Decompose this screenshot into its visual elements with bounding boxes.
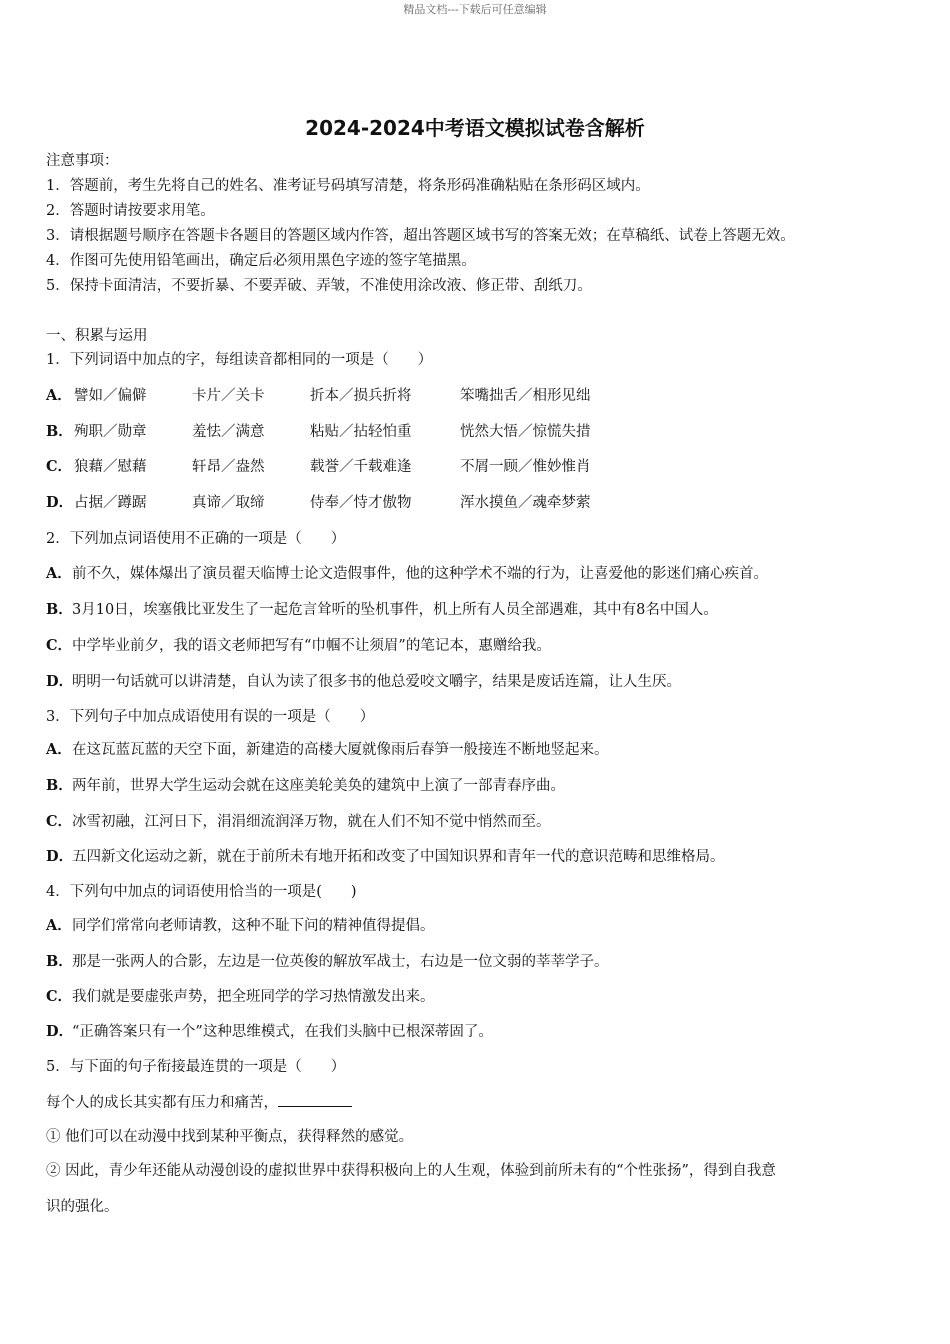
option-label: A．	[46, 917, 72, 934]
option-row	[46, 1022, 493, 1042]
option-row	[46, 564, 768, 584]
document-title: 2024-2024中考语文模拟试卷含解析	[305, 116, 645, 140]
option-row	[46, 952, 609, 972]
option-label: D．	[46, 673, 74, 690]
option-text: 前不久，媒体爆出了演员翟天临博士论文造假事件，他的这种学术不端的行为，让喜爱他的影迷们痛心疾首。	[72, 566, 768, 582]
word-pair: 占据／蹲踞	[74, 495, 147, 511]
option-row	[46, 600, 718, 620]
option-row	[46, 672, 681, 692]
word-pair: 笨嘴拙舌／相形见绌	[460, 388, 591, 404]
option-label: D．	[46, 1023, 74, 1040]
word-pair: 粘贴／拈轻怕重	[310, 424, 412, 440]
notice-heading: 注意事项：	[46, 153, 119, 169]
question-stem: 5．与下面的句子衔接最连贯的一项是（ ）	[46, 1059, 346, 1075]
word-pair: 折本／损兵折将	[310, 388, 412, 404]
option-row	[46, 493, 72, 513]
option-row	[46, 386, 72, 406]
word-pair: 恍然大悟／惊慌失措	[460, 424, 591, 440]
lead-text: 每个人的成长其实都有压力和痛苦，	[46, 1095, 278, 1111]
option-label: A．	[46, 741, 72, 758]
option-row	[46, 422, 72, 442]
word-pair: 狼藉／慰藉	[74, 459, 147, 475]
option-label: C．	[46, 988, 73, 1005]
lead-sentence	[46, 1092, 352, 1113]
option-row	[46, 636, 551, 656]
word-pair: 侍奉／恃才傲物	[310, 495, 412, 511]
option-text: 两年前，世界大学生运动会就在这座美轮美奂的建筑中上演了一部青春序曲。	[72, 778, 565, 794]
answer-blank	[278, 1092, 352, 1107]
option-row	[46, 916, 435, 936]
option-text: 冰雪初融，江河日下，涓涓细流润泽万物，就在人们不知不觉中悄然而至。	[72, 814, 551, 830]
option-text: “正确答案只有一个”这种思维模式，在我们头脑中已根深蒂固了。	[72, 1024, 493, 1040]
notice-item: 3．请根据题号顺序在答题卡各题目的答题区域内作答，超出答题区域书写的答案无效；在草稿纸、试卷上答题无效。	[46, 228, 795, 244]
option-label: B．	[46, 423, 73, 440]
option-label: D．	[46, 494, 74, 511]
question-stem: 1．下列词语中加点的字，每组读音都相同的一项是（ ）	[46, 352, 433, 368]
option-text: 五四新文化运动之新，就在于前所未有地开拓和改变了中国知识界和青年一代的意识范畴和思维格局。	[72, 849, 725, 865]
option-label: C．	[46, 458, 73, 475]
option-label: D．	[46, 848, 74, 865]
section-heading: 一、积累与运用	[46, 328, 148, 344]
word-pair: 卡片／关卡	[192, 388, 265, 404]
word-pair: 浑水摸鱼／魂牵梦萦	[460, 495, 591, 511]
option-text: 在这瓦蓝瓦蓝的天空下面，新建造的高楼大厦就像雨后春笋一般接连不断地竖起来。	[72, 742, 609, 758]
option-row	[46, 457, 72, 477]
notice-item: 1．答题前，考生先将自己的姓名、准考证号码填写清楚，将条形码准确粘贴在条形码区域内。	[46, 178, 650, 194]
option-text: 明明一句话就可以讲清楚，自认为读了很多书的他总爱咬文嚼字，结果是废话连篇，让人生厌。	[72, 674, 681, 690]
option-text: 我们就是要虚张声势，把全班同学的学习热情激发出来。	[72, 989, 435, 1005]
word-pair: 殉职／勋章	[74, 424, 147, 440]
word-pair: 不屑一顾／惟妙惟肖	[460, 459, 591, 475]
option-text: 同学们常常向老师请教，这种不耻下问的精神值得提倡。	[72, 918, 435, 934]
notice-item: 2．答题时请按要求用笔。	[46, 203, 215, 219]
option-item: ① 他们可以在动漫中找到某种平衡点，获得释然的感觉。	[46, 1129, 414, 1145]
option-row	[46, 847, 725, 867]
question-stem: 3．下列句子中加点成语使用有误的一项是（ ）	[46, 709, 375, 725]
notice-item: 4．作图可先使用铅笔画出，确定后必须用黑色字迹的签字笔描黑。	[46, 253, 476, 269]
option-row	[46, 776, 565, 796]
option-label: A．	[46, 387, 72, 404]
word-pair: 轩昂／盎然	[192, 459, 265, 475]
word-pair: 载誉／千载难逢	[310, 459, 412, 475]
option-label: A．	[46, 565, 72, 582]
word-pair: 譬如／偏僻	[74, 388, 147, 404]
word-pair: 真谛／取缔	[192, 495, 265, 511]
option-label: B．	[46, 601, 73, 618]
question-stem: 4．下列句中加点的词语使用恰当的一项是( )	[46, 884, 357, 900]
notice-item: 5．保持卡面清洁，不要折暴、不要弄破、弄皱，不准使用涂改液、修正带、刮纸刀。	[46, 278, 592, 294]
option-row	[46, 740, 609, 760]
option-text: 中学毕业前夕，我的语文老师把写有“巾帼不让须眉”的笔记本，惠赠给我。	[72, 638, 551, 654]
option-label: C．	[46, 637, 73, 654]
option-item: ② 因此，青少年还能从动漫创设的虚拟世界中获得积极向上的人生观，体验到前所未有的“个性张扬”，得到自我意	[46, 1163, 776, 1179]
option-row	[46, 812, 551, 832]
option-label: C．	[46, 813, 73, 830]
option-text: 3月10日，埃塞俄比亚发生了一起危言耸听的坠机事件，机上所有人员全部遇难，其中有8名中国人。	[72, 602, 718, 618]
header-note: 精品文档---下载后可任意编辑	[403, 3, 547, 16]
option-text: 那是一张两人的合影，左边是一位英俊的解放军战士，右边是一位文弱的莘莘学子。	[72, 954, 609, 970]
option-label: B．	[46, 953, 73, 970]
option-item-continued: 识的强化。	[46, 1199, 119, 1215]
option-row	[46, 987, 435, 1007]
option-label: B．	[46, 777, 73, 794]
word-pair: 羞怯／满意	[192, 424, 265, 440]
question-stem: 2．下列加点词语使用不正确的一项是（ ）	[46, 531, 346, 547]
